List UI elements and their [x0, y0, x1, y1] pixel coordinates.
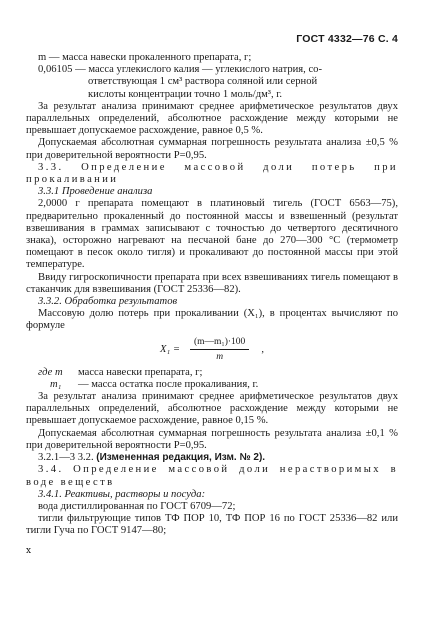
- section-3-4-heading: 3.4. Определение массовой доли нерастворимых в воде веществ: [26, 464, 398, 488]
- m1-text: — масса остатка после прокаливания, г.: [78, 378, 259, 390]
- amendment-text: (Измененная редакция, Изм. № 2).: [96, 452, 266, 464]
- paragraph-error-2: Допускаемая абсолютная суммарная погрешность результата анализа ±0,1 % при доверительной вероятности P=0,95.: [26, 427, 398, 451]
- definition-coefficient-line2: ответствующая 1 см³ раствора соляной или серной: [88, 76, 318, 88]
- page-header: ГОСТ 4332—76 С. 4: [296, 33, 398, 45]
- section-3-4-1-heading: 3.4.1. Реактивы, растворы и посуда:: [38, 488, 206, 500]
- paragraph-result-1: За результат анализа принимают среднее арифметическое результатов двух параллельных определений, абсолютное расхождение между которыми не превышает допускаемое расхождение, равное 0,5 %.: [26, 100, 398, 137]
- paragraph-error-1: Допускаемая абсолютная суммарная погрешность результата анализа ±0,5 % при доверительной вероятности P=0,95.: [26, 137, 398, 161]
- paragraph-hygroscopic: Ввиду гигроскопичности препарата при всех взвешиваниях тигель помещают в стаканчик для взвешивания (ГОСТ 25336—82).: [26, 271, 398, 295]
- paragraph-formula-intro: Массовую долю потерь при прокаливании (X₁), в процентах вычисляют по формуле: [26, 308, 398, 332]
- definition-m: m — масса навески прокаленного препарата, г;: [38, 52, 252, 63]
- definition-coefficient-line1: 0,06105 — масса углекислого калия — углекислого натрия, со-: [38, 64, 322, 76]
- amendment-note: [26, 452, 398, 464]
- footer-mark: ⅹ: [26, 544, 32, 555]
- document-body: [26, 52, 398, 556]
- definition-m1: [26, 379, 398, 391]
- formula: [26, 333, 398, 367]
- definition-coefficient-line3: кислоты концентрации точно 1 моль/дм³, г.: [88, 88, 283, 100]
- m1-symbol: m₁: [50, 378, 62, 390]
- formula-numerator: (m—m₁)·100: [190, 336, 249, 350]
- section-3-3-2-heading: 3.3.2. Обработка результатов: [38, 296, 178, 308]
- formula-lhs: X₁ =: [160, 343, 180, 355]
- list-item-water: вода дистиллированная по ГОСТ 6709—72;: [38, 500, 236, 512]
- paragraph-result-2: За результат анализа принимают среднее арифметическое результатов двух параллельных определений, абсолютное расхождение между которыми не превышает допускаемое расхождение, равное 0,15 %.: [26, 391, 398, 427]
- formula-fraction: [190, 336, 249, 363]
- list-item-crucibles: тигли фильтрующие типов ТФ ПОР 10, ТФ ПОР 16 по ГОСТ 25336—82 или тигли Гуча по ГОСТ 9147—80;: [26, 513, 398, 537]
- formula-denominator: m: [216, 352, 224, 363]
- paragraph-procedure: 2,0000 г препарата помещают в платиновый тигель (ГОСТ 6563—75), предварительно прокаленный до постоянной массы и взвешенный (результат взвешивания в граммах записывают с точностью до четвертого десятичного знака), осторожно нагревают на песчаной бане до 270—300 °С (термометр помещают в песок около тигля) и прокаливают до постоянной массы при этой температуре.: [26, 198, 398, 271]
- section-3-3-1-heading: 3.3.1 Проведение анализа: [38, 186, 153, 198]
- formula-tail: ,: [261, 343, 264, 355]
- amendment-ref: 3.2.1—3 3.2.: [38, 452, 97, 464]
- section-3-3-heading: 3.3. Определение массовой доли потерь при прокаливании: [26, 161, 398, 186]
- where-symbol: где m: [38, 366, 63, 378]
- where-text: масса навески препарата, г;: [78, 366, 203, 378]
- definition-where-m: [26, 367, 398, 379]
